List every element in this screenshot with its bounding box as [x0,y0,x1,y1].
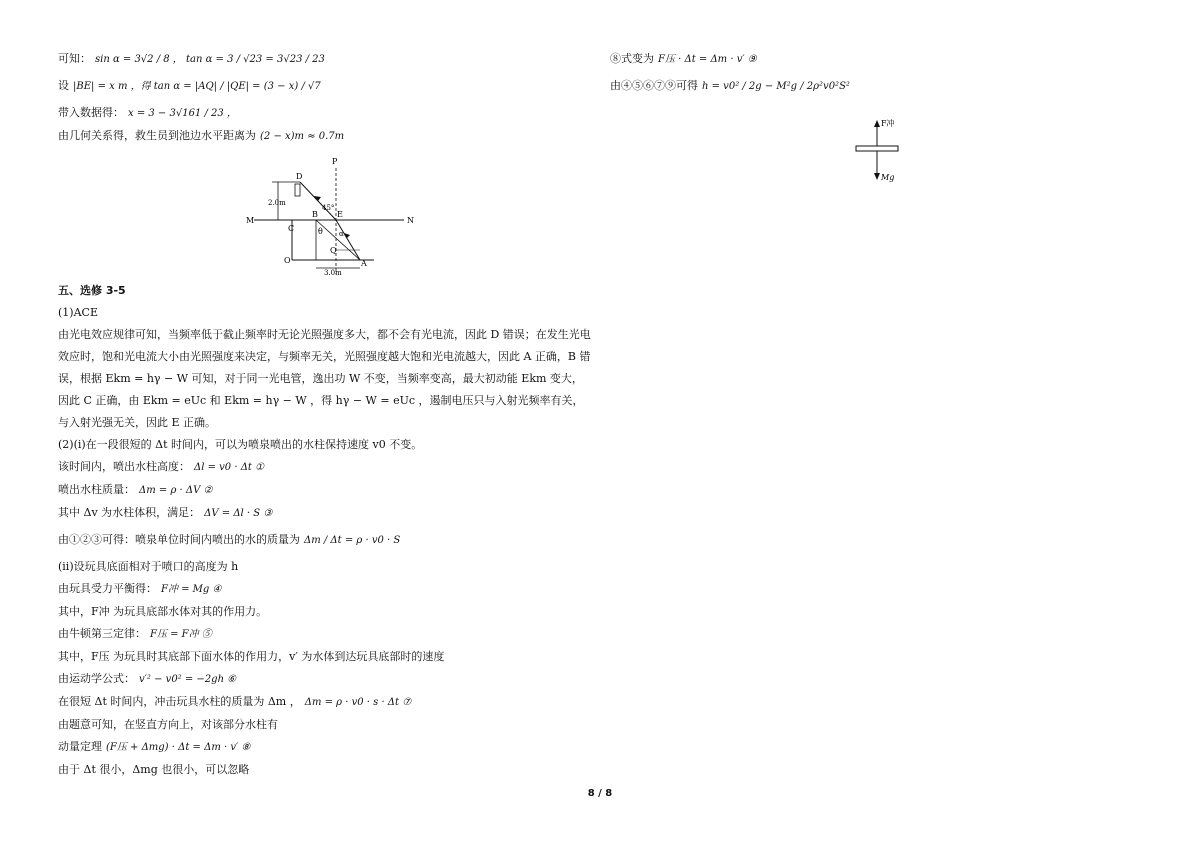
label-B: B [312,210,318,219]
arrow-up-head [874,120,880,127]
line-sin-tan [58,48,593,71]
line-text: 动量定理 [58,740,102,753]
formula: h = v0² / 2g − M²g / 2ρ²v0²S² [702,81,850,92]
formula: (2 − x)m ≈ 0.7m [260,131,345,142]
label-width: 3.0m [324,269,342,276]
line-text: 带入数据得： [58,106,124,119]
line-text: 可知： [58,52,91,65]
text-line: 由题意可知，在竖直方向上，对该部分水柱有 [58,718,278,731]
line-text: 由牛顿第三定律： [58,627,146,640]
formula: x = 3 − 3√161 / 23 ， [128,108,237,119]
text-line [58,691,593,714]
formula: F压 · Δt = Δm · v′ ⑨ [658,54,757,65]
formula: |BE| = x m ，得 tan α = |AQ| / |QE| = (3 − x) / √7 [73,81,321,92]
line-text: ⑧式变为 [610,52,654,65]
left-column [58,48,593,781]
label-E: E [337,210,343,219]
arrow-down-head [874,173,880,180]
label-P: P [332,157,338,166]
line-distance [58,125,593,148]
pool-geometry-diagram [244,154,419,276]
text-line [610,75,1130,98]
text-line: 其中，F压 为玩具时其底部下面水体的作用力，v′ 为水体到达玩具底部时的速度 [58,650,445,663]
right-column [610,48,1130,98]
text-line [58,502,593,525]
text-line [58,479,593,502]
line-text: 喷出水柱质量： [58,483,135,496]
text-line [58,529,593,552]
formula: Δm / Δt = ρ · v0 · S [304,535,401,546]
text-line: 其中，F冲 为玩具底部水体对其的作用力。 [58,605,268,618]
line-text: 在很短 Δt 时间内，冲击玩具水柱的质量为 Δm ， [58,695,301,708]
label-Q: Q [330,246,337,255]
text-line [58,668,593,691]
label-height: 2.0m [268,199,286,207]
section-heading: 五、选修 3-5 [58,284,126,297]
label-angle: 45° [322,204,335,212]
label-theta: θ [318,227,323,236]
formula: sin α = 3√2 / 8 ， tan α = 3 / √23 = 3√23 / 23 [95,54,325,65]
formula: Δm = ρ · ΔV ② [139,485,213,496]
formula: F冲 = Mg ④ [161,584,222,595]
text-line [610,48,1130,71]
label-N: N [407,216,414,225]
line-text: 由玩具受力平衡得： [58,582,157,595]
line-text: 该时间内，喷出水柱高度： [58,460,190,473]
label-A: A [361,259,367,268]
line-substitute [58,102,593,125]
label-alpha: α [339,230,344,238]
formula: Δl = v0 · Δt ① [194,462,265,473]
explanation-paragraph: 由光电效应规律可知，当频率低于截止频率时无论光照强度多大，都不会有光电流，因此 D 错误；在发生光电效应时，饱和光电流大小由光照强度来决定，与频率无关，光照强度越大饱和光电流越大，因此 A 正确，B 错误，根据 Ekm = hγ − W 可知，对于同一光电管，逸出功 W 不变，当频率变高，最大初动能 Ekm 变大，因此 C 正确，由 Ekm = eUc 和 Ekm = hγ − W ，得 hγ − W = eUc ，遏制电压只与入射光频率有关，与入射光强无关，因此 E 正确。 [58,328,591,429]
page-number: 8 / 8 [587,788,613,799]
text-line [58,623,593,646]
label-O: O [284,256,291,265]
line-text: 由④⑤⑥⑦⑨可得 [610,79,698,92]
force-diagram [850,118,910,186]
text-line [58,456,593,479]
formula: F压 = F冲 ⑤ [150,629,212,640]
formula: (F压 + Δmg) · Δt = Δm · v′ ⑧ [106,742,251,753]
ray-ab [316,220,360,260]
force-up-label: F冲 [881,119,895,128]
line-text: 由①②③可得：喷泉单位时间内喷出的水的质量为 [58,533,300,546]
text-line [58,736,593,759]
label-M: M [246,216,255,225]
formula: v′² − v0² = −2gh ⑥ [139,674,237,685]
label-D: D [296,172,303,181]
text-line: 由于 Δt 很小，Δmg 也很小，可以忽略 [58,763,250,776]
line-text: 由运动学公式： [58,672,135,685]
text-line: (ii)设玩具底面相对于喷口的高度为 h [58,560,239,573]
formula: Δm = ρ · v0 · s · Δt ⑦ [304,697,412,708]
formula: ΔV = Δl · S ③ [204,508,273,519]
line-text: 由几何关系得，救生员到池边水平距离为 [58,129,256,142]
line-text: 设 [58,79,69,92]
line-text: 其中 Δv 为水柱体积，满足： [58,506,201,519]
ray-water [336,220,360,260]
lifeguard [295,184,300,196]
text-line: (2)(i)在一段很短的 Δt 时间内，可以为喷泉喷出的水柱保持速度 v0 不变。 [58,438,423,451]
force-down-label: Mg [881,173,895,182]
text-line [58,578,593,601]
label-C: C [288,224,295,233]
toy-body [856,146,898,151]
line-be [58,75,593,98]
answer-line: (1)ACE [58,306,98,319]
